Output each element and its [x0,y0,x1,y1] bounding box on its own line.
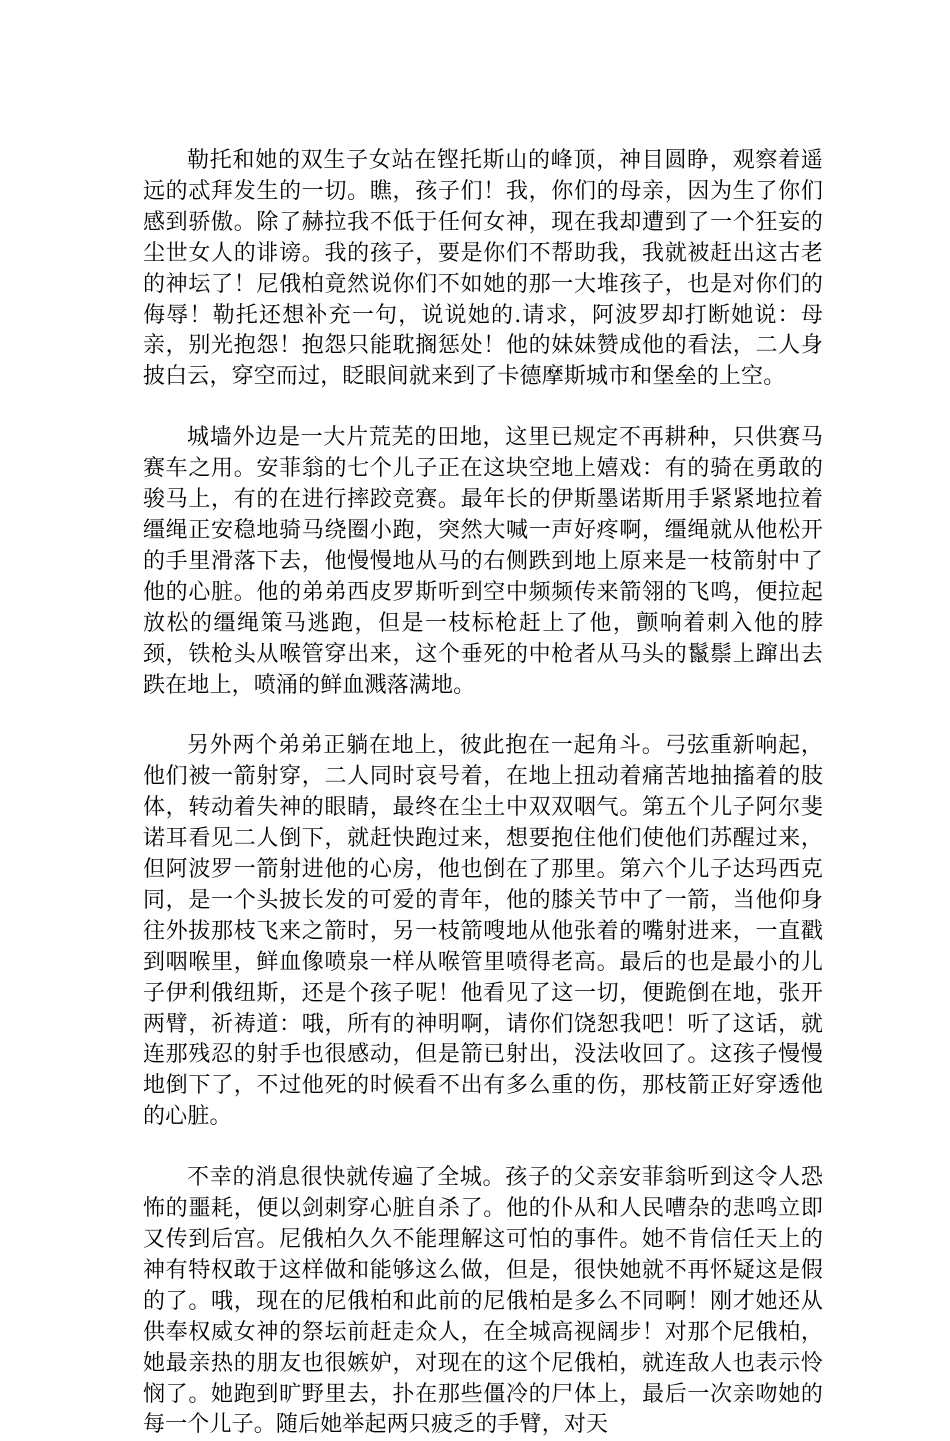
document-page [143,146,823,1441]
paragraph-3: 另外两个弟弟正躺在地上，彼此抱在一起角斗。弓弦重新响起，他们被一箭射穿，二人同时哀号着，在地上扭动着痛苦地抽搐着的肢体，转动着失神的眼睛，最终在尘土中双双咽气。第五个儿子阿尔斐诺耳看见二人倒下，就赶快跑过来，想要抱住他们使他们苏醒过来，但阿波罗一箭射进他的心房，他也倒在了那里。第六个儿子达玛西克同，是一个头披长发的可爱的青年，他的膝关节中了一箭，当他仰身往外拔那枝飞来之箭时，另一枝箭嗖地从他张着的嘴射进来，一直戳到咽喉里，鲜血像喷泉一样从喉管里喷得老高。最后的也是最小的儿子伊利俄纽斯，还是个孩子呢！他看见了这一切，便跪倒在地，张开两臂，祈祷道：哦，所有的神明啊，请你们饶恕我吧！听了这话，就连那残忍的射手也很感动，但是箭已射出，没法收回了。这孩子慢慢地倒下了，不过他死的时候看不出有多么重的伤，那枝箭正好穿透他的心脏。 [143,733,823,1130]
paragraph-4: 不幸的消息很快就传遍了全城。孩子的父亲安菲翁听到这令人恐怖的噩耗，便以剑刺穿心脏自杀了。他的仆从和人民嘈杂的悲鸣立即又传到后宫。尼俄柏久久不能理解这可怕的事件。她不肯信任天上的神有特权敢于这样做和能够这么做，但是，很快她就不再怀疑这是假的了。哦，现在的尼俄柏和此前的尼俄柏是多么不同啊！刚才她还从供奉权威女神的祭坛前赶走众人，在全城高视阔步！对那个尼俄柏，她最亲热的朋友也很嫉妒，对现在的这个尼俄柏，就连敌人也表示怜悯了。她跑到旷野里去，扑在那些僵冷的尸体上，最后一次亲吻她的每一个儿子。随后她举起两只疲乏的手臂，对天 [143,1165,823,1438]
paragraph-1: 勒托和她的双生子女站在铿托斯山的峰顶，神目圆睁，观察着遥远的忒拜发生的一切。瞧，孩子们！我，你们的母亲，因为生了你们感到骄傲。除了赫拉我不低于任何女神，现在我却遭到了一个狂妄的尘世女人的诽谤。我的孩子，要是你们不帮助我，我就被赶出这古老的神坛了！尼俄柏竟然说你们不如她的那一大堆孩子，也是对你们的侮辱！勒托还想补充一句，说说她的.请求，阿波罗却打断她说：母亲，别光抱怨！抱怨只能耽搁惩处！他的妹妹赞成他的看法，二人身披白云，穿空而过，眨眼间就来到了卡德摩斯城市和堡垒的上空。 [143,148,823,390]
paragraph-2: 城墙外边是一大片荒芜的田地，这里已规定不再耕种，只供赛马赛车之用。安菲翁的七个儿子正在这块空地上嬉戏：有的骑在勇敢的骏马上，有的在进行摔跤竞赛。最年长的伊斯墨诺斯用手紧紧地拉着缰绳正安稳地骑马绕圈小跑，突然大喊一声好疼啊，缰绳就从他松开的手里滑落下去，他慢慢地从马的右侧跌到地上原来是一枝箭射中了他的心脏。他的弟弟西皮罗斯听到空中频频传来箭翎的飞鸣，便拉起放松的缰绳策马逃跑，但是一枝标枪赶上了他，颤响着刺入他的脖颈，铁枪头从喉管穿出来，这个垂死的中枪者从马头的鬣鬃上蹿出去跌在地上，喷涌的鲜血溅落满地。 [143,425,823,698]
